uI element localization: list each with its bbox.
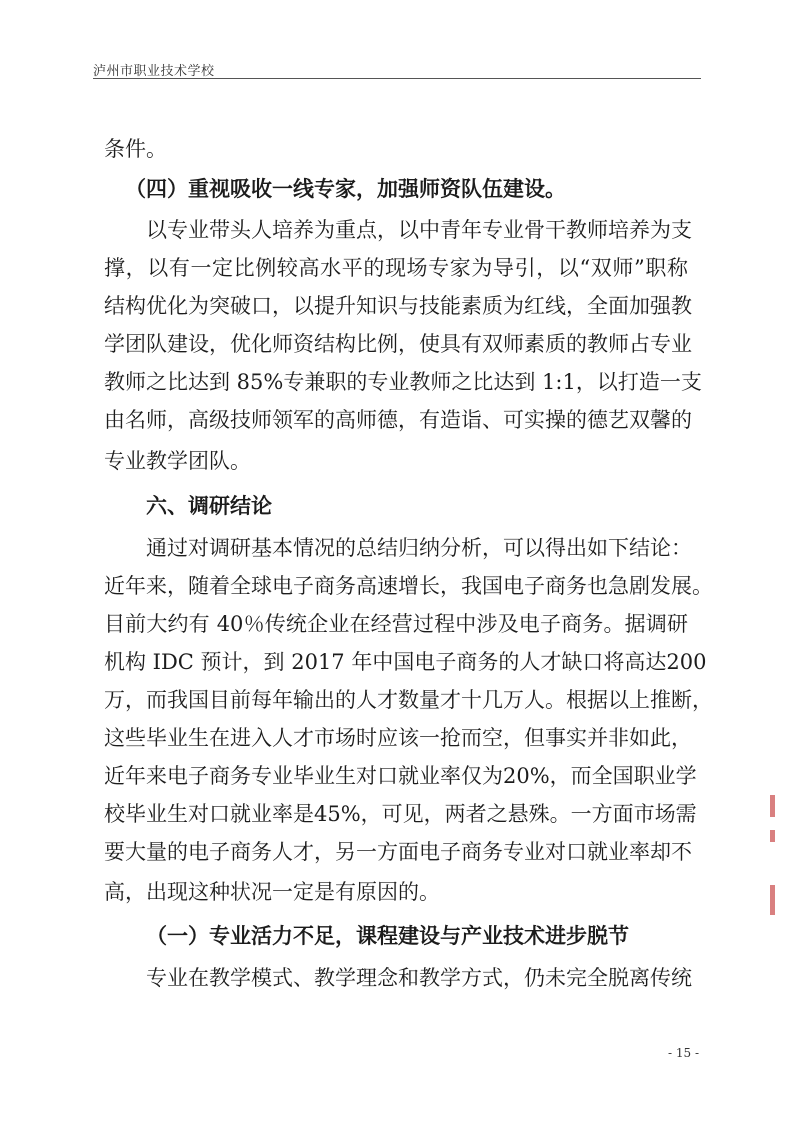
paragraph-2-line-4: 机构 IDC 预计，到 2017 年中国电子商务的人才缺口将高达200 <box>104 650 707 674</box>
page-header-school-name: 泸州市职业技术学校 <box>93 64 215 79</box>
binding-stamp-mark <box>770 830 775 842</box>
paragraph-2-line-9: 要大量的电子商务人才，另一方面电子商务专业对口就业率却不 <box>104 840 692 864</box>
paragraph-3-line-1: 专业在教学模式、教学理念和教学方式，仍未完全脱离传统 <box>146 966 692 990</box>
paragraph-2-line-7: 近年来电子商务专业毕业生对口就业率仅为20%，而全国职业学 <box>104 764 697 788</box>
paragraph-1-line-1: 以专业带头人培养为重点，以中青年专业骨干教师培养为支 <box>146 218 692 242</box>
paragraph-2-line-6: 这些毕业生在进入人才市场时应该一抢而空，但事实并非如此， <box>104 726 692 750</box>
paragraph-2-line-1: 通过对调研基本情况的总结归纳分析，可以得出如下结论： <box>146 536 692 560</box>
text-line-conditions: 条件。 <box>104 137 167 161</box>
header-divider <box>93 78 701 79</box>
binding-stamp-mark <box>770 795 775 817</box>
binding-stamp-mark <box>770 885 775 915</box>
paragraph-2-line-3: 目前大约有 40％传统企业在经营过程中涉及电子商务。据调研 <box>104 612 688 636</box>
paragraph-2-line-5: 万，而我国目前每年输出的人才数量才十几万人。根据以上推断， <box>104 688 713 712</box>
paragraph-1-line-6: 由名师，高级技师领军的高师德，有造诣、可实操的德艺双馨的 <box>104 408 692 432</box>
paragraph-1-line-7: 专业教学团队。 <box>104 449 251 473</box>
paragraph-2-line-8: 校毕业生对口就业率是45%，可见，两者之悬殊。一方面市场需 <box>104 802 697 826</box>
paragraph-1-line-3: 结构优化为突破口，以提升知识与技能素质为红线，全面加强教 <box>104 294 692 318</box>
page-number: - 15 - <box>668 1046 700 1060</box>
subheading-four: （四）重视吸收一线专家，加强师资队伍建设。 <box>125 176 566 201</box>
section-heading-conclusion: 六、调研结论 <box>146 493 272 518</box>
paragraph-1-line-5: 教师之比达到 85%专兼职的专业教师之比达到 1:1，以打造一支 <box>104 370 702 394</box>
paragraph-1-line-4: 学团队建设，优化师资结构比例，使具有双师素质的教师占专业 <box>104 332 692 356</box>
paragraph-2-line-10: 高，出现这种状况一定是有原因的。 <box>104 880 440 904</box>
subheading-one: （一）专业活力不足，课程建设与产业技术进步脱节 <box>146 923 629 948</box>
paragraph-2-line-2: 近年来，随着全球电子商务高速增长，我国电子商务也急剧发展。 <box>104 574 713 598</box>
paragraph-1-line-2: 撑，以有一定比例较高水平的现场专家为导引，以“双师”职称 <box>104 256 688 280</box>
